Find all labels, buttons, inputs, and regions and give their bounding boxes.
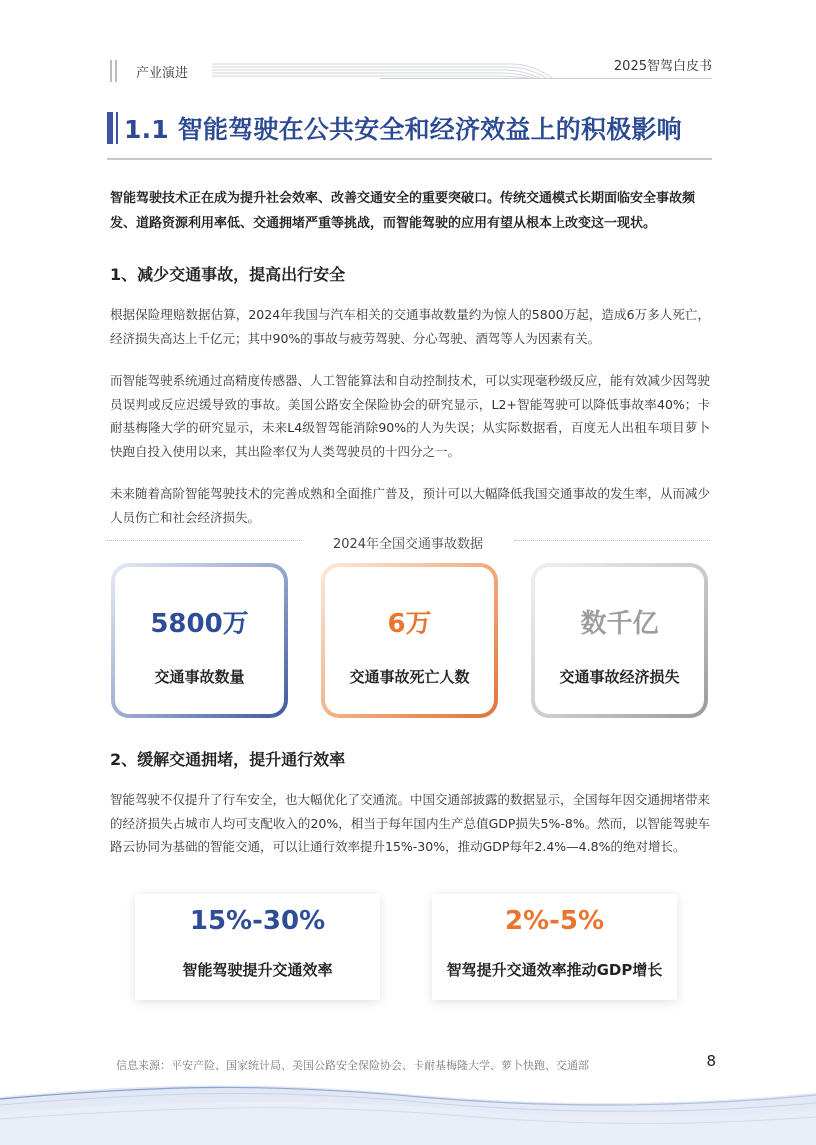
stat-value-deaths: 6万 (387, 609, 432, 639)
title-underline (107, 158, 712, 160)
stat-card-deaths (321, 563, 498, 718)
stat-card-accident-count (111, 563, 288, 718)
footer-wave-decoration (0, 1075, 816, 1145)
header-decoration-bars (110, 60, 120, 82)
stat-value-accident-count: 5800万 (150, 609, 249, 639)
stat-label-accident-count: 交通事故数量 (154, 668, 245, 686)
header-section-label: 产业演进 (136, 66, 189, 81)
title-accent-bar-thin (116, 112, 118, 144)
stat-label-deaths: 交通事故死亡人数 (349, 668, 470, 686)
efficiency-card-gdp (432, 894, 677, 1000)
page-title: 1.1 智能驾驶在公共安全和经济效益上的积极影响 (124, 115, 682, 144)
paragraph-future-outlook: 未来随着高阶智能驾驶技术的完善成熟和全面推广普及，预计可以大幅降低我国交通事故的发生率，从而减少人员伤亡和社会经济损失。 (110, 486, 711, 525)
stat-value-economic-loss: 数千亿 (580, 609, 659, 639)
intro-paragraph: 智能驾驶技术正在成为提升社会效率、改善交通安全的重要突破口。传统交通模式长期面临安全事故频发、道路资源利用率低、交通拥堵严重等挑战，而智能驾驶的应用有望从根本上改变这一现状。 (110, 191, 696, 231)
title-accent-bar (107, 112, 113, 144)
section-heading-efficiency: 2、缓解交通拥堵，提升通行效率 (110, 750, 346, 769)
caption-divider-left (107, 540, 302, 541)
stats-caption: 2024年全国交通事故数据 (332, 537, 484, 552)
efficiency-value-gdp: 2%-5% (504, 906, 605, 936)
header-document-title: 2025智驾白皮书 (613, 59, 712, 74)
source-note: 信息来源：平安产险、国家统计局、美国公路安全保险协会、卡耐基梅隆大学、萝卜快跑、交通部 (116, 1059, 589, 1072)
paragraph-smart-driving-safety: 而智能驾驶系统通过高精度传感器、人工智能算法和自动控制技术，可以实现毫秒级反应，能有效减少因驾驶员误判或反应迟缓导致的事故。美国公路安全保险协会的研究显示，L2+智能驾驶可以降低事故率40%；卡耐基梅隆大学的研究显示，未来L4级智驾能消除90%的人为失误；从实际数据看，百度无人出租车项目萝卜快跑自投入使用以来，其出险率仅为人类驾驶员的十四分之一。 (110, 373, 711, 459)
section-heading-safety: 1、减少交通事故，提高出行安全 (110, 265, 346, 284)
page-number: 8 (706, 1052, 716, 1070)
efficiency-label-traffic: 智能驾驶提升交通效率 (182, 961, 333, 979)
paragraph-congestion: 智能驾驶不仅提升了行车安全，也大幅优化了交通流。中国交通部披露的数据显示，全国每年因交通拥堵带来的经济损失占城市人均可支配收入的20%，相当于每年国内生产总值GDP损失5%-8%。然而，以智能驾驶车路云协同为基础的智能交通，可以让通行效率提升15%-30%，推动GDP每年2.4%—4.8%的绝对增长。 (110, 792, 711, 854)
efficiency-card-traffic (135, 894, 380, 1000)
caption-divider-right (514, 540, 710, 541)
efficiency-label-gdp: 智驾提升交通效率推动GDP增长 (446, 961, 663, 979)
efficiency-value-traffic: 15%-30% (189, 906, 326, 936)
header-rule (380, 78, 712, 79)
paragraph-accident-stats: 根据保险理赔数据估算，2024年我国与汽车相关的交通事故数量约为惊人的5800万起，造成6万多人死亡，经济损失高达上千亿元；其中90%的事故与疲劳驾驶、分心驾驶、酒驾等人为因素有关。 (110, 307, 710, 346)
stat-card-economic-loss (531, 563, 708, 718)
stat-label-economic-loss: 交通事故经济损失 (559, 668, 680, 686)
